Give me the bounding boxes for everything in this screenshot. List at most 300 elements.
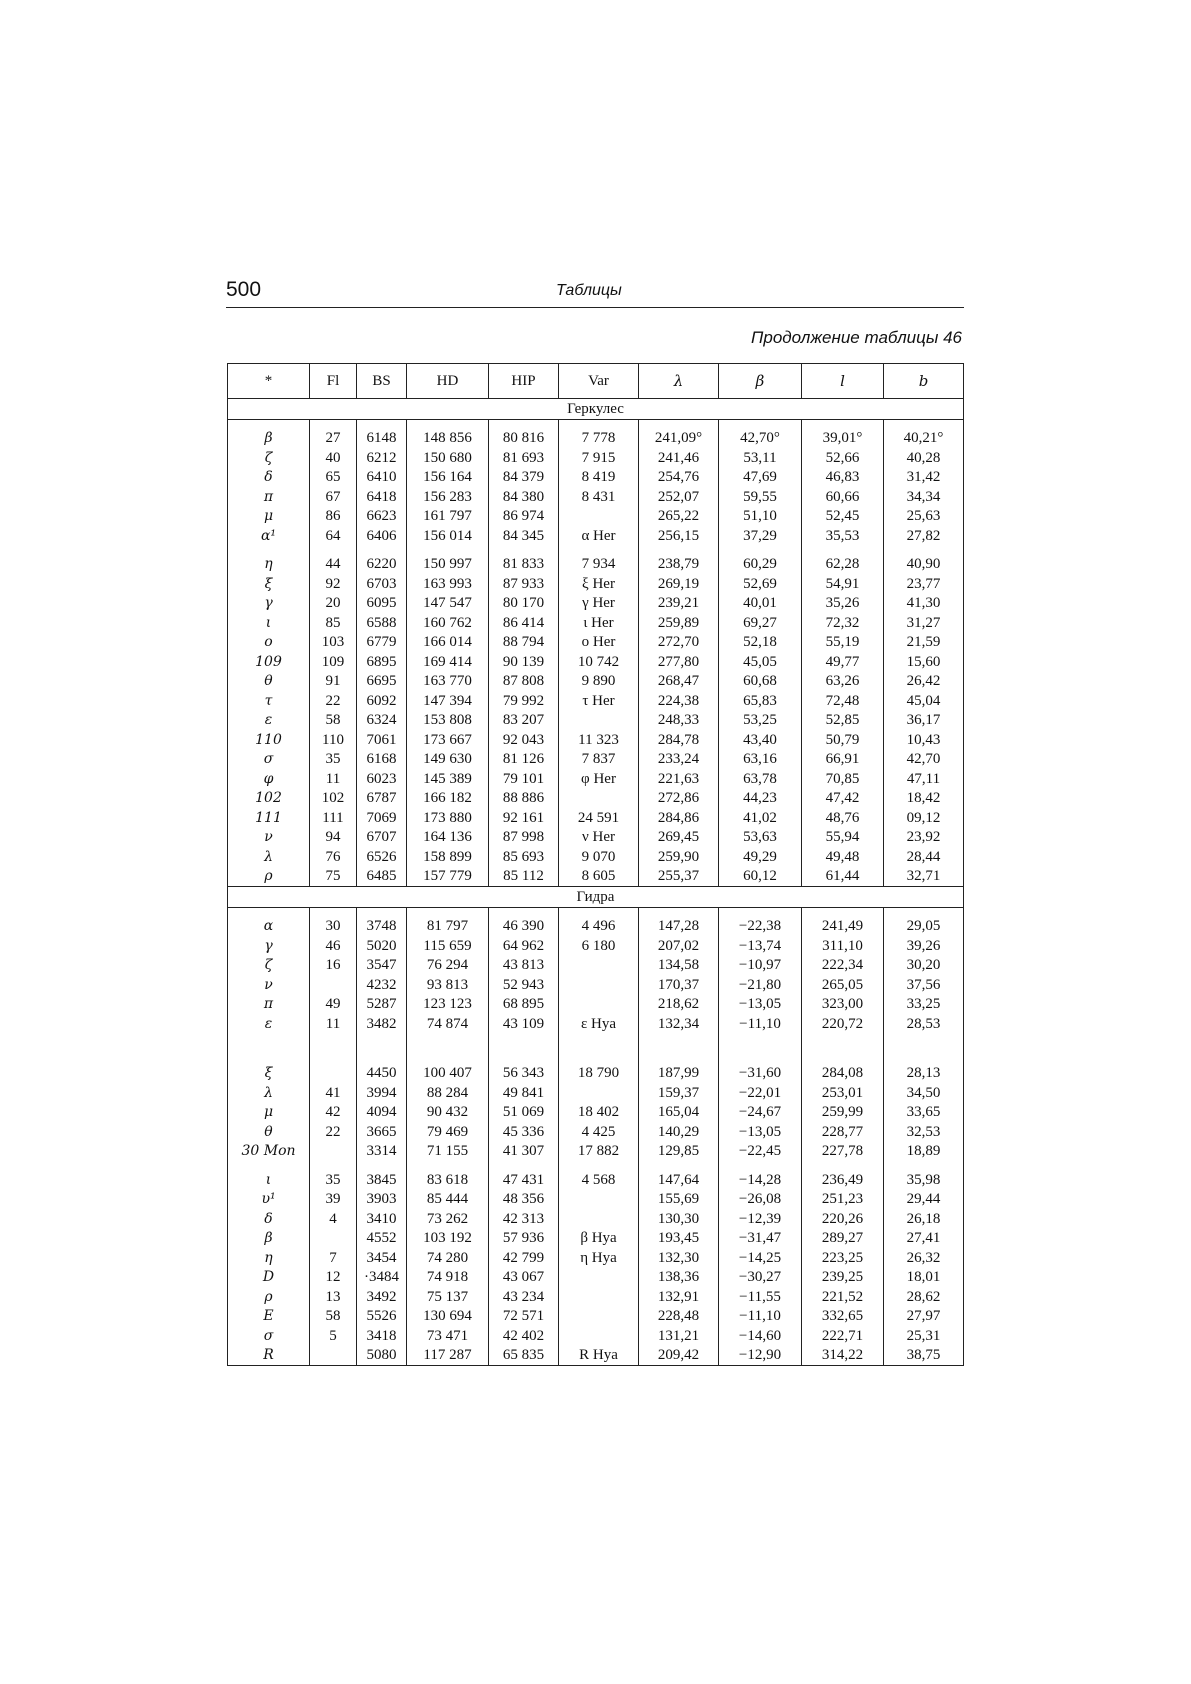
cell-hip: 43 813	[489, 956, 559, 976]
cell-lambda: 221,63	[639, 769, 719, 789]
cell-hip: 48 356	[489, 1190, 559, 1210]
cell-b: 41,30	[884, 594, 964, 614]
cell-lambda: 284,86	[639, 808, 719, 828]
cell-var	[559, 711, 639, 731]
cell-beta: 69,27	[719, 613, 802, 633]
cell-lambda: 218,62	[639, 995, 719, 1015]
cell-b: 33,65	[884, 1103, 964, 1123]
cell-star: δ	[228, 1209, 310, 1229]
row-spacer	[228, 546, 964, 555]
cell-star: φ	[228, 769, 310, 789]
cell-fl: 92	[310, 574, 357, 594]
cell-hip: 51 069	[489, 1103, 559, 1123]
table-row	[228, 828, 964, 848]
cell-beta: 59,55	[719, 487, 802, 507]
cell-l: 70,85	[802, 769, 884, 789]
cell-l: 253,01	[802, 1083, 884, 1103]
cell-b: 33,25	[884, 995, 964, 1015]
table-row	[228, 1064, 964, 1084]
cell-hd: 149 630	[407, 750, 489, 770]
cell-l: 55,19	[802, 633, 884, 653]
cell-var: η Hya	[559, 1248, 639, 1268]
cell-star: R	[228, 1346, 310, 1366]
cell-fl: 41	[310, 1083, 357, 1103]
cell-lambda: 259,89	[639, 613, 719, 633]
cell-hip: 72 571	[489, 1307, 559, 1327]
cell-lambda: 252,07	[639, 487, 719, 507]
cell-hd: 163 770	[407, 672, 489, 692]
table-row	[228, 975, 964, 995]
cell-beta: −22,01	[719, 1083, 802, 1103]
cell-fl	[310, 1229, 357, 1249]
cell-l: 72,48	[802, 691, 884, 711]
cell-hd: 160 762	[407, 613, 489, 633]
cell-hd: 76 294	[407, 956, 489, 976]
cell-hip: 88 886	[489, 789, 559, 809]
header-rule	[226, 307, 964, 308]
cell-l: 227,78	[802, 1142, 884, 1162]
cell-var	[559, 1190, 639, 1210]
cell-var: 9 890	[559, 672, 639, 692]
table-row	[228, 1287, 964, 1307]
cell-lambda: 131,21	[639, 1326, 719, 1346]
cell-b: 38,75	[884, 1346, 964, 1366]
cell-var: ι Her	[559, 613, 639, 633]
cell-l: 61,44	[802, 867, 884, 887]
cell-hip: 81 833	[489, 555, 559, 575]
cell-hip: 81 126	[489, 750, 559, 770]
cell-l: 289,27	[802, 1229, 884, 1249]
cell-var	[559, 995, 639, 1015]
cell-bs: 6095	[357, 594, 407, 614]
cell-var: 8 419	[559, 468, 639, 488]
cell-lambda: 269,45	[639, 828, 719, 848]
cell-fl: 44	[310, 555, 357, 575]
cell-beta: 63,16	[719, 750, 802, 770]
table-row	[228, 1103, 964, 1123]
table-row	[228, 847, 964, 867]
cell-l: 284,08	[802, 1064, 884, 1084]
cell-fl: 27	[310, 429, 357, 449]
cell-lambda: 187,99	[639, 1064, 719, 1084]
cell-hip: 80 816	[489, 429, 559, 449]
cell-lambda: 277,80	[639, 652, 719, 672]
cell-b: 36,17	[884, 711, 964, 731]
table-row	[228, 1170, 964, 1190]
cell-bs: 6168	[357, 750, 407, 770]
cell-beta: −11,55	[719, 1287, 802, 1307]
cell-b: 34,50	[884, 1083, 964, 1103]
cell-star: ι	[228, 613, 310, 633]
cell-l: 222,34	[802, 956, 884, 976]
col-header-fl: Fl	[310, 364, 357, 399]
cell-star: δ	[228, 468, 310, 488]
cell-hd: 164 136	[407, 828, 489, 848]
cell-fl: 46	[310, 936, 357, 956]
cell-bs: 4450	[357, 1064, 407, 1084]
cell-star: α	[228, 917, 310, 937]
cell-var: ξ Her	[559, 574, 639, 594]
cell-bs: 3903	[357, 1190, 407, 1210]
cell-hip: 92 043	[489, 730, 559, 750]
col-header-hd: HD	[407, 364, 489, 399]
cell-bs: 6324	[357, 711, 407, 731]
cell-hip: 88 794	[489, 633, 559, 653]
cell-l: 49,77	[802, 652, 884, 672]
cell-b: 18,01	[884, 1268, 964, 1288]
cell-lambda: 272,70	[639, 633, 719, 653]
table-row	[228, 429, 964, 449]
cell-b: 47,11	[884, 769, 964, 789]
table-row	[228, 672, 964, 692]
table-row	[228, 1307, 964, 1327]
cell-l: 54,91	[802, 574, 884, 594]
cell-bs: 6406	[357, 526, 407, 546]
table-row	[228, 574, 964, 594]
cell-hip: 79 992	[489, 691, 559, 711]
cell-hip: 43 067	[489, 1268, 559, 1288]
cell-var	[559, 1083, 639, 1103]
cell-l: 323,00	[802, 995, 884, 1015]
cell-beta: −13,05	[719, 995, 802, 1015]
cell-hip: 68 895	[489, 995, 559, 1015]
cell-var: 24 591	[559, 808, 639, 828]
cell-hd: 166 014	[407, 633, 489, 653]
cell-hip: 47 431	[489, 1170, 559, 1190]
cell-b: 27,97	[884, 1307, 964, 1327]
cell-lambda: 269,19	[639, 574, 719, 594]
table-row	[228, 1083, 964, 1103]
cell-beta: −12,39	[719, 1209, 802, 1229]
cell-hip: 83 207	[489, 711, 559, 731]
cell-bs: 6787	[357, 789, 407, 809]
cell-lambda: 140,29	[639, 1122, 719, 1142]
cell-hip: 43 109	[489, 1014, 559, 1034]
table-row	[228, 867, 964, 887]
cell-l: 259,99	[802, 1103, 884, 1123]
cell-hd: 166 182	[407, 789, 489, 809]
cell-star: β	[228, 429, 310, 449]
cell-fl: 5	[310, 1326, 357, 1346]
cell-beta: 60,68	[719, 672, 802, 692]
cell-fl: 42	[310, 1103, 357, 1123]
cell-beta: −14,60	[719, 1326, 802, 1346]
cell-hip: 90 139	[489, 652, 559, 672]
cell-star: ζ	[228, 956, 310, 976]
page-number: 500	[226, 278, 262, 301]
cell-fl: 109	[310, 652, 357, 672]
cell-b: 10,43	[884, 730, 964, 750]
cell-fl: 76	[310, 847, 357, 867]
cell-b: 26,18	[884, 1209, 964, 1229]
col-header-l: l	[802, 364, 884, 399]
cell-beta: 45,05	[719, 652, 802, 672]
cell-lambda: 170,37	[639, 975, 719, 995]
cell-var: 6 180	[559, 936, 639, 956]
cell-fl: 49	[310, 995, 357, 1015]
cell-hip: 49 841	[489, 1083, 559, 1103]
cell-b: 32,53	[884, 1122, 964, 1142]
table-caption: Продолжение таблицы 46	[751, 328, 962, 347]
cell-l: 66,91	[802, 750, 884, 770]
cell-hip: 85 693	[489, 847, 559, 867]
cell-star: 109	[228, 652, 310, 672]
cell-bs: 6526	[357, 847, 407, 867]
cell-hip: 46 390	[489, 917, 559, 937]
cell-lambda: 132,34	[639, 1014, 719, 1034]
cell-fl: 58	[310, 1307, 357, 1327]
cell-lambda: 155,69	[639, 1190, 719, 1210]
cell-star: π	[228, 487, 310, 507]
cell-l: 314,22	[802, 1346, 884, 1366]
table-row	[228, 487, 964, 507]
cell-bs: 7061	[357, 730, 407, 750]
cell-beta: −14,28	[719, 1170, 802, 1190]
cell-b: 27,41	[884, 1229, 964, 1249]
cell-fl: 12	[310, 1268, 357, 1288]
table-row	[228, 468, 964, 488]
cell-hd: 74 280	[407, 1248, 489, 1268]
cell-bs: 6410	[357, 468, 407, 488]
cell-beta: 40,01	[719, 594, 802, 614]
cell-fl: 58	[310, 711, 357, 731]
table-row	[228, 936, 964, 956]
cell-fl	[310, 1142, 357, 1162]
table-row	[228, 956, 964, 976]
cell-beta: −13,74	[719, 936, 802, 956]
cell-var: 7 837	[559, 750, 639, 770]
cell-lambda: 233,24	[639, 750, 719, 770]
cell-star: ε	[228, 1014, 310, 1034]
col-header-bs: BS	[357, 364, 407, 399]
cell-lambda: 241,46	[639, 448, 719, 468]
cell-lambda: 255,37	[639, 867, 719, 887]
cell-fl: 4	[310, 1209, 357, 1229]
cell-bs: 6418	[357, 487, 407, 507]
cell-beta: 65,83	[719, 691, 802, 711]
cell-l: 265,05	[802, 975, 884, 995]
cell-l: 52,85	[802, 711, 884, 731]
table-row	[228, 691, 964, 711]
cell-fl: 65	[310, 468, 357, 488]
section-header	[228, 887, 964, 908]
cell-fl: 111	[310, 808, 357, 828]
cell-var: γ Her	[559, 594, 639, 614]
col-header-beta: β	[719, 364, 802, 399]
cell-beta: 53,11	[719, 448, 802, 468]
cell-hd: 75 137	[407, 1287, 489, 1307]
cell-fl: 22	[310, 691, 357, 711]
cell-bs: 5080	[357, 1346, 407, 1366]
table-row	[228, 789, 964, 809]
cell-beta: 42,70°	[719, 429, 802, 449]
cell-var: 18 790	[559, 1064, 639, 1084]
table-row	[228, 1346, 964, 1366]
cell-beta: −11,10	[719, 1307, 802, 1327]
table-row	[228, 1248, 964, 1268]
cell-var: 17 882	[559, 1142, 639, 1162]
cell-fl: 110	[310, 730, 357, 750]
cell-hd: 85 444	[407, 1190, 489, 1210]
cell-b: 26,32	[884, 1248, 964, 1268]
cell-var	[559, 1268, 639, 1288]
cell-bs: 5287	[357, 995, 407, 1015]
cell-star: α¹	[228, 526, 310, 546]
cell-hip: 81 693	[489, 448, 559, 468]
cell-beta: 60,12	[719, 867, 802, 887]
cell-fl: 94	[310, 828, 357, 848]
cell-b: 21,59	[884, 633, 964, 653]
cell-fl	[310, 975, 357, 995]
cell-star: η	[228, 555, 310, 575]
cell-lambda: 147,64	[639, 1170, 719, 1190]
cell-hd: 157 779	[407, 867, 489, 887]
cell-l: 39,01°	[802, 429, 884, 449]
cell-b: 23,92	[884, 828, 964, 848]
cell-star: λ	[228, 847, 310, 867]
cell-hip: 42 313	[489, 1209, 559, 1229]
cell-b: 29,05	[884, 917, 964, 937]
cell-l: 251,23	[802, 1190, 884, 1210]
cell-beta: −21,80	[719, 975, 802, 995]
cell-var: ν Her	[559, 828, 639, 848]
cell-bs: 3748	[357, 917, 407, 937]
cell-beta: 43,40	[719, 730, 802, 750]
cell-l: 46,83	[802, 468, 884, 488]
cell-hd: 169 414	[407, 652, 489, 672]
cell-hd: 79 469	[407, 1122, 489, 1142]
cell-hip: 57 936	[489, 1229, 559, 1249]
cell-l: 35,26	[802, 594, 884, 614]
cell-star: E	[228, 1307, 310, 1327]
cell-hd: 148 856	[407, 429, 489, 449]
cell-beta: 60,29	[719, 555, 802, 575]
cell-bs: 3845	[357, 1170, 407, 1190]
cell-var	[559, 1307, 639, 1327]
cell-l: 55,94	[802, 828, 884, 848]
col-header-star: *	[228, 364, 310, 399]
cell-hip: 84 380	[489, 487, 559, 507]
cell-b: 28,53	[884, 1014, 964, 1034]
cell-beta: 52,18	[719, 633, 802, 653]
cell-l: 50,79	[802, 730, 884, 750]
cell-star: μ	[228, 507, 310, 527]
cell-l: 236,49	[802, 1170, 884, 1190]
cell-b: 45,04	[884, 691, 964, 711]
star-catalog-table	[227, 363, 964, 1366]
cell-beta: 49,29	[719, 847, 802, 867]
cell-bs: 6779	[357, 633, 407, 653]
cell-lambda: 228,48	[639, 1307, 719, 1327]
cell-hip: 52 943	[489, 975, 559, 995]
cell-beta: −26,08	[719, 1190, 802, 1210]
cell-var: 4 496	[559, 917, 639, 937]
cell-hd: 161 797	[407, 507, 489, 527]
running-title: Таблицы	[556, 282, 622, 299]
cell-fl: 102	[310, 789, 357, 809]
table-row	[228, 1229, 964, 1249]
cell-hd: 147 547	[407, 594, 489, 614]
cell-hip: 56 343	[489, 1064, 559, 1084]
cell-b: 29,44	[884, 1190, 964, 1210]
cell-lambda: 132,91	[639, 1287, 719, 1307]
cell-b: 32,71	[884, 867, 964, 887]
cell-star: 102	[228, 789, 310, 809]
cell-hd: 71 155	[407, 1142, 489, 1162]
cell-star: ρ	[228, 1287, 310, 1307]
cell-hd: 73 471	[407, 1326, 489, 1346]
cell-l: 60,66	[802, 487, 884, 507]
table-header-row	[228, 364, 964, 399]
cell-hip: 84 379	[489, 468, 559, 488]
table-row	[228, 750, 964, 770]
table-row	[228, 448, 964, 468]
col-header-var: Var	[559, 364, 639, 399]
cell-var: τ Her	[559, 691, 639, 711]
cell-var	[559, 975, 639, 995]
cell-bs: 6023	[357, 769, 407, 789]
cell-lambda: 224,38	[639, 691, 719, 711]
cell-b: 34,34	[884, 487, 964, 507]
cell-beta: 53,25	[719, 711, 802, 731]
cell-var: R Hya	[559, 1346, 639, 1366]
cell-beta: 41,02	[719, 808, 802, 828]
cell-star: μ	[228, 1103, 310, 1123]
cell-var: 11 323	[559, 730, 639, 750]
cell-fl: 86	[310, 507, 357, 527]
cell-hd: 173 880	[407, 808, 489, 828]
cell-lambda: 147,28	[639, 917, 719, 937]
cell-lambda: 254,76	[639, 468, 719, 488]
cell-l: 62,28	[802, 555, 884, 575]
col-header-b: b	[884, 364, 964, 399]
cell-fl	[310, 1064, 357, 1084]
cell-b: 26,42	[884, 672, 964, 692]
cell-l: 239,25	[802, 1268, 884, 1288]
table-row	[228, 711, 964, 731]
cell-l: 241,49	[802, 917, 884, 937]
cell-bs: 3492	[357, 1287, 407, 1307]
cell-beta: 37,29	[719, 526, 802, 546]
cell-b: 25,63	[884, 507, 964, 527]
cell-b: 37,56	[884, 975, 964, 995]
cell-b: 40,21°	[884, 429, 964, 449]
cell-hip: 86 414	[489, 613, 559, 633]
cell-beta: −12,90	[719, 1346, 802, 1366]
cell-var	[559, 1209, 639, 1229]
cell-beta: −22,38	[719, 917, 802, 937]
cell-bs: 6588	[357, 613, 407, 633]
cell-lambda: 209,42	[639, 1346, 719, 1366]
section-header	[228, 399, 964, 420]
table-row	[228, 1209, 964, 1229]
cell-var: β Hya	[559, 1229, 639, 1249]
cell-hip: 79 101	[489, 769, 559, 789]
cell-beta: −14,25	[719, 1248, 802, 1268]
cell-lambda: 159,37	[639, 1083, 719, 1103]
cell-hip: 43 234	[489, 1287, 559, 1307]
cell-b: 40,90	[884, 555, 964, 575]
cell-hd: 150 680	[407, 448, 489, 468]
cell-l: 49,48	[802, 847, 884, 867]
cell-fl: 75	[310, 867, 357, 887]
table-row	[228, 594, 964, 614]
table-row	[228, 652, 964, 672]
cell-hd: 163 993	[407, 574, 489, 594]
cell-fl: 85	[310, 613, 357, 633]
cell-b: 09,12	[884, 808, 964, 828]
cell-lambda: 268,47	[639, 672, 719, 692]
